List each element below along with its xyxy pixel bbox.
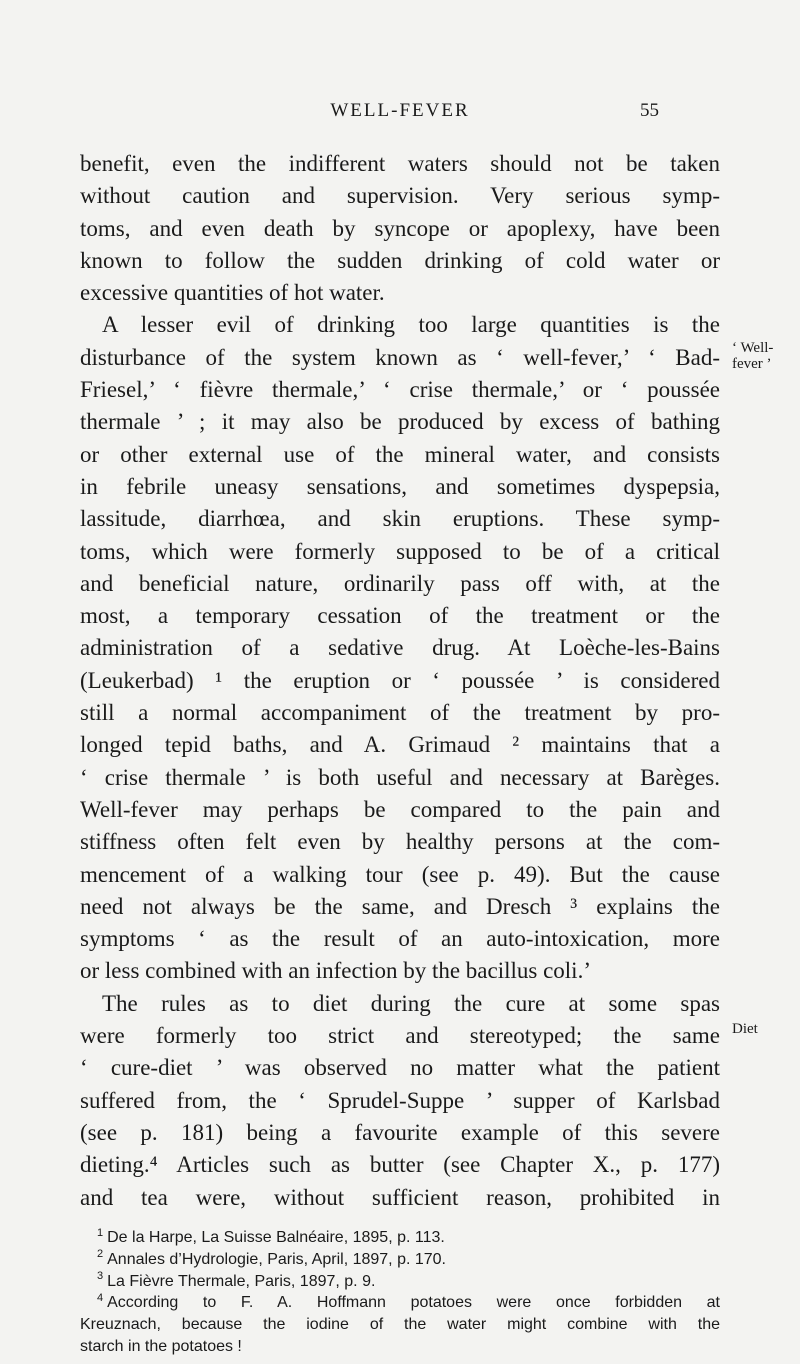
text-line: known to follow the sudden drinking of cold water or <box>80 247 720 273</box>
footnote-text: De la Harpe, La Suisse Balnéaire, 1895, p. 113. <box>107 1229 445 1246</box>
page-number: 55 <box>640 100 659 121</box>
text-line: Friesel,’ ‘ fièvre thermale,’ ‘ crise thermale,’ or ‘ poussée <box>80 377 720 403</box>
footnote-4 <box>80 1292 720 1357</box>
text-line: A lesser evil of drinking too large quantities is the <box>102 312 720 338</box>
text-line: without caution and supervision. Very serious symp- <box>80 183 720 209</box>
running-title: WELL-FEVER <box>330 100 470 121</box>
text-line: disturbance of the system known as ‘ well-fever,’ ‘ Bad- <box>80 344 720 370</box>
body-text <box>80 148 720 1214</box>
text-line: most, a temporary cessation of the treatment or the <box>80 603 720 629</box>
text-line: and beneficial nature, ordinarily pass off with, at the <box>80 570 720 596</box>
margin-note-diet: Diet <box>732 1021 758 1037</box>
text-line: administration of a sedative drug. At Loèche-les-Bains <box>80 635 720 661</box>
text-line: The rules as to diet during the cure at some spas <box>102 990 720 1016</box>
text-line: or less combined with an infection by the bacillus coli.’ <box>80 958 591 984</box>
footnote-marker: 1 <box>97 1226 104 1239</box>
paragraph-1 <box>80 148 720 309</box>
footnote-marker: 4 <box>97 1292 104 1305</box>
footnote-1 <box>80 1227 720 1249</box>
text-line: still a normal accompaniment of the treatment by pro- <box>80 700 720 726</box>
text-line: benefit, even the indifferent waters should not be taken <box>80 151 720 176</box>
text-line: toms, and even death by syncope or apoplexy, have been <box>80 215 720 241</box>
text-line: need not always be the same, and Dresch ³ explains the <box>80 893 720 919</box>
footnote-text: According to F. A. Hoffmann potatoes were once forbidden at <box>107 1294 720 1312</box>
text-line: suffered from, the ‘ Sprudel-Suppe ’ supper of Karlsbad <box>80 1087 720 1113</box>
footnote-text: Kreuznach, because the iodine of the water might combine with the <box>80 1316 720 1334</box>
text-line: and tea were, without sufficient reason, prohibited in <box>80 1184 720 1210</box>
text-line: toms, which were formerly supposed to be of a critical <box>80 538 720 564</box>
text-line: excessive quantities of hot water. <box>80 280 385 306</box>
footnote-text: Annales d’Hydrologie, Paris, April, 1897, p. 170. <box>107 1250 446 1268</box>
text-line: ‘ crise thermale ’ is both useful and necessary at Barèges. <box>80 764 720 790</box>
page-header <box>0 100 800 128</box>
text-line: (see p. 181) being a favourite example of this severe <box>80 1119 720 1145</box>
paragraph-2 <box>80 309 720 987</box>
paragraph-3 <box>80 988 720 1214</box>
text-line: symptoms ‘ as the result of an auto-intoxication, more <box>80 926 720 952</box>
text-line: stiffness often felt even by healthy persons at the com- <box>80 829 720 855</box>
text-line: (Leukerbad) ¹ the eruption or ‘ poussée ’ is considered <box>80 667 720 693</box>
footnote-marker: 2 <box>97 1248 104 1261</box>
text-line: mencement of a walking tour (see p. 49). But the cause <box>80 861 720 887</box>
footnote-3 <box>80 1271 720 1293</box>
text-line: thermale ’ ; it may also be produced by excess of bathing <box>80 409 720 435</box>
text-line: lassitude, diarrhœa, and skin eruptions. These symp- <box>80 506 720 532</box>
text-line: longed tepid baths, and A. Grimaud ² maintains that a <box>80 732 720 758</box>
footnotes <box>80 1227 720 1358</box>
footnote-marker: 3 <box>97 1270 104 1283</box>
text-line: were formerly too strict and stereotyped; the same <box>80 1023 720 1049</box>
footnote-2 <box>80 1249 720 1271</box>
text-line: Well-fever may perhaps be compared to the pain and <box>80 796 720 822</box>
text-line: ‘ cure-diet ’ was observed no matter what the patient <box>80 1055 720 1081</box>
footnote-text: starch in the potatoes ! <box>80 1337 242 1355</box>
text-line: dieting.⁴ Articles such as butter (see Chapter X., p. 177) <box>80 1152 720 1178</box>
text-line: or other external use of the mineral water, and consists <box>80 441 720 467</box>
footnote-text: La Fièvre Thermale, Paris, 1897, p. 9. <box>107 1272 376 1290</box>
margin-note-well-fever: ‘ Well-fever ’ <box>732 340 774 372</box>
text-line: in febrile uneasy sensations, and sometimes dyspepsia, <box>80 473 720 499</box>
